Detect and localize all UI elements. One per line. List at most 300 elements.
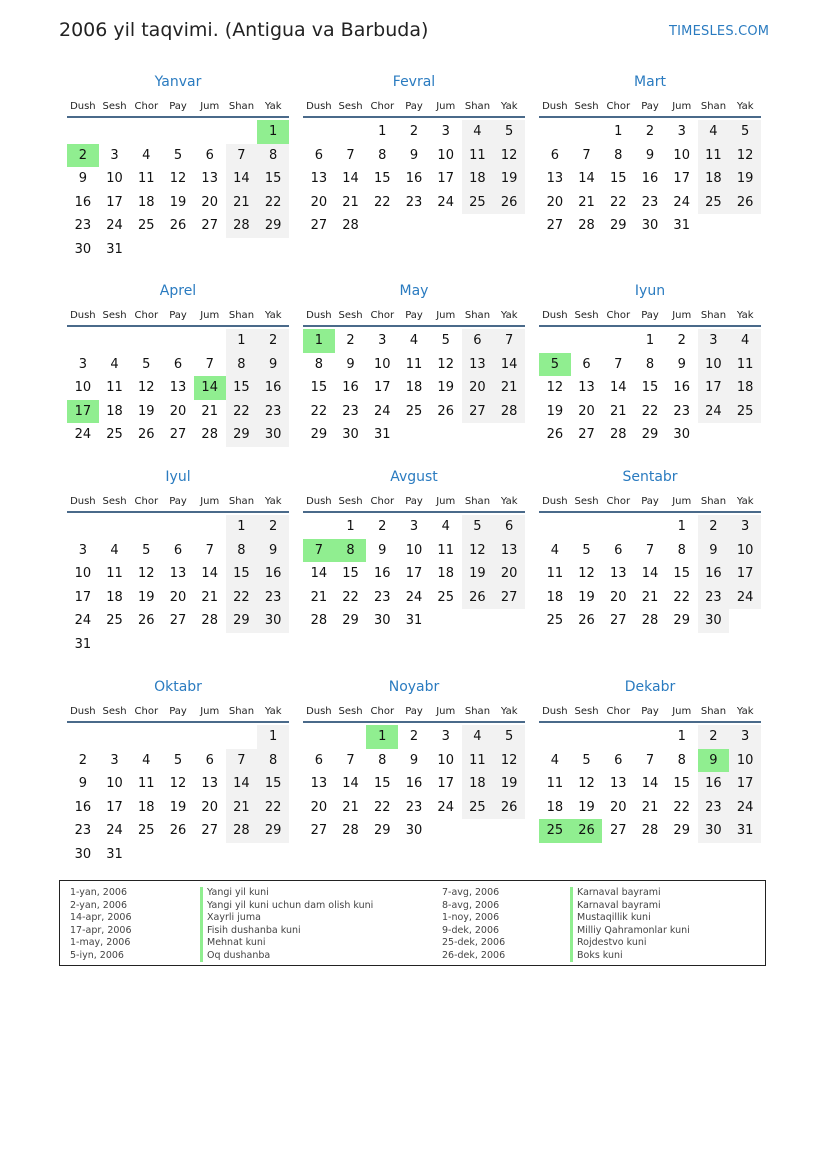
- day-cell[interactable]: 23: [257, 400, 289, 424]
- day-cell[interactable]: 5: [582, 542, 591, 558]
- day-cell[interactable]: 18: [729, 376, 761, 400]
- day-cell[interactable]: 15: [342, 566, 359, 582]
- day-cell[interactable]: 20: [169, 403, 187, 419]
- day-cell[interactable]: 29: [310, 427, 328, 443]
- brand-link[interactable]: TIMESLES.COM: [669, 24, 770, 39]
- day-cell[interactable]: 12: [437, 356, 454, 372]
- day-cell[interactable]: 21: [641, 799, 659, 815]
- day-cell[interactable]: 1: [226, 515, 258, 539]
- day-cell[interactable]: 23: [405, 194, 423, 210]
- day-cell[interactable]: 12: [578, 566, 595, 582]
- day-cell[interactable]: 23: [342, 403, 359, 419]
- day-cell[interactable]: 13: [201, 171, 218, 187]
- day-cell[interactable]: 6: [314, 147, 323, 163]
- day-cell[interactable]: 18: [546, 799, 564, 815]
- day-cell[interactable]: 13: [201, 776, 218, 792]
- day-cell[interactable]: 17: [74, 589, 92, 605]
- day-cell[interactable]: 31: [729, 819, 761, 843]
- day-cell[interactable]: 5: [493, 120, 525, 144]
- day-cell[interactable]: 19: [578, 589, 595, 605]
- day-cell[interactable]: 28: [493, 400, 525, 424]
- day-cell[interactable]: 24: [74, 613, 92, 629]
- day-cell[interactable]: 9: [346, 356, 355, 372]
- day-cell[interactable]: 4: [698, 120, 730, 144]
- day-cell[interactable]: 18: [462, 772, 494, 796]
- day-cell[interactable]: 29: [673, 823, 690, 839]
- day-cell[interactable]: 6: [173, 356, 183, 372]
- day-cell[interactable]: 9: [78, 776, 87, 792]
- day-cell[interactable]: 19: [437, 380, 454, 396]
- day-cell[interactable]: 25: [462, 191, 494, 215]
- day-cell[interactable]: 2: [645, 124, 655, 139]
- day-cell[interactable]: 30: [374, 613, 391, 629]
- day-cell[interactable]: 25: [462, 796, 494, 820]
- day-cell[interactable]: 8: [226, 353, 258, 377]
- day-cell[interactable]: 4: [142, 752, 151, 768]
- day-cell[interactable]: 5: [441, 333, 450, 348]
- day-cell[interactable]: 31: [74, 636, 92, 652]
- day-cell[interactable]: 26: [493, 796, 525, 820]
- day-cell[interactable]: 22: [673, 589, 690, 605]
- day-cell[interactable]: 8: [257, 144, 289, 168]
- day-cell[interactable]: 15: [257, 772, 289, 796]
- day-cell[interactable]: 26: [462, 586, 494, 610]
- day-cell[interactable]: 4: [729, 329, 761, 353]
- day-cell[interactable]: 18: [462, 167, 494, 191]
- day-cell[interactable]: 12: [138, 566, 155, 582]
- day-cell[interactable]: 11: [546, 776, 564, 792]
- day-cell[interactable]: 3: [409, 519, 419, 534]
- day-cell[interactable]: 27: [546, 218, 564, 234]
- day-cell[interactable]: 15: [374, 171, 391, 187]
- day-cell[interactable]: 17: [374, 380, 391, 396]
- day-cell[interactable]: 26: [138, 427, 155, 443]
- day-cell[interactable]: 10: [698, 353, 730, 377]
- day-cell[interactable]: 13: [610, 776, 627, 792]
- day-cell[interactable]: 28: [310, 613, 328, 629]
- day-cell[interactable]: 16: [405, 171, 423, 187]
- day-cell[interactable]: 29: [342, 613, 359, 629]
- day-cell[interactable]: 16: [257, 562, 289, 586]
- day-cell[interactable]: 22: [610, 194, 627, 210]
- day-cell[interactable]: 16: [698, 562, 730, 586]
- day-cell[interactable]: 25: [138, 218, 155, 234]
- day-cell[interactable]: 10: [106, 171, 123, 187]
- day-cell[interactable]: 22: [257, 191, 289, 215]
- day-cell[interactable]: 12: [169, 171, 187, 187]
- day-cell[interactable]: 22: [226, 586, 258, 610]
- day-cell[interactable]: 12: [493, 144, 525, 168]
- day-cell[interactable]: 7: [493, 329, 525, 353]
- day-cell[interactable]: 21: [342, 194, 359, 210]
- day-cell[interactable]: 2: [698, 725, 730, 749]
- day-cell[interactable]: 26: [169, 823, 187, 839]
- day-cell[interactable]: 29: [374, 823, 391, 839]
- day-cell[interactable]: 17: [698, 376, 730, 400]
- day-cell[interactable]: 18: [405, 380, 423, 396]
- day-cell[interactable]: 8: [677, 542, 686, 558]
- day-cell[interactable]: 30: [673, 427, 690, 443]
- day-cell[interactable]: 28: [226, 214, 258, 238]
- day-cell[interactable]: 20: [610, 589, 627, 605]
- day-cell[interactable]: 24: [405, 589, 423, 605]
- day-cell[interactable]: 20: [610, 799, 627, 815]
- day-cell[interactable]: 27: [169, 613, 187, 629]
- day-cell[interactable]: 11: [138, 171, 155, 187]
- day-cell[interactable]: 12: [169, 776, 187, 792]
- day-cell[interactable]: 19: [546, 403, 564, 419]
- day-cell[interactable]: 20: [546, 194, 564, 210]
- day-cell[interactable]: 30: [74, 241, 92, 257]
- day-cell[interactable]: 18: [546, 589, 564, 605]
- day-cell[interactable]: 14: [201, 566, 218, 582]
- day-cell[interactable]: 20: [462, 376, 494, 400]
- day-cell[interactable]: 17: [437, 776, 454, 792]
- day-cell[interactable]: 25: [437, 589, 454, 605]
- day-cell[interactable]: 19: [493, 772, 525, 796]
- day-cell[interactable]: 14: [342, 171, 359, 187]
- day-cell[interactable]: 3: [441, 729, 450, 744]
- day-cell[interactable]: 29: [673, 613, 690, 629]
- day-cell[interactable]: 12: [546, 380, 564, 396]
- day-cell[interactable]: 14: [641, 776, 659, 792]
- holiday-day-cell[interactable]: 1: [303, 329, 335, 353]
- day-cell[interactable]: 8: [378, 752, 387, 768]
- day-cell[interactable]: 24: [729, 586, 761, 610]
- day-cell[interactable]: 10: [437, 752, 454, 768]
- day-cell[interactable]: 21: [201, 589, 218, 605]
- day-cell[interactable]: 4: [409, 333, 419, 348]
- day-cell[interactable]: 13: [310, 776, 328, 792]
- day-cell[interactable]: 16: [641, 171, 659, 187]
- day-cell[interactable]: 15: [257, 167, 289, 191]
- day-cell[interactable]: 11: [462, 144, 494, 168]
- day-cell[interactable]: 26: [578, 613, 595, 629]
- day-cell[interactable]: 28: [610, 427, 627, 443]
- day-cell[interactable]: 14: [641, 566, 659, 582]
- day-cell[interactable]: 28: [201, 427, 218, 443]
- day-cell[interactable]: 23: [698, 586, 730, 610]
- day-cell[interactable]: 24: [729, 796, 761, 820]
- day-cell[interactable]: 9: [257, 353, 289, 377]
- holiday-day-cell[interactable]: 2: [67, 144, 99, 168]
- day-cell[interactable]: 10: [405, 542, 423, 558]
- day-cell[interactable]: 5: [462, 515, 494, 539]
- day-cell[interactable]: 13: [610, 566, 627, 582]
- day-cell[interactable]: 21: [641, 589, 659, 605]
- day-cell[interactable]: 31: [106, 846, 123, 862]
- day-cell[interactable]: 18: [698, 167, 730, 191]
- day-cell[interactable]: 25: [106, 427, 123, 443]
- day-cell[interactable]: 24: [374, 403, 391, 419]
- day-cell[interactable]: 21: [493, 376, 525, 400]
- day-cell[interactable]: 7: [582, 147, 591, 163]
- day-cell[interactable]: 22: [257, 796, 289, 820]
- day-cell[interactable]: 14: [226, 167, 258, 191]
- day-cell[interactable]: 21: [226, 191, 258, 215]
- day-cell[interactable]: 25: [138, 823, 155, 839]
- day-cell[interactable]: 27: [493, 586, 525, 610]
- day-cell[interactable]: 8: [257, 749, 289, 773]
- day-cell[interactable]: 19: [729, 167, 761, 191]
- day-cell[interactable]: 14: [310, 566, 328, 582]
- day-cell[interactable]: 3: [110, 147, 119, 163]
- day-cell[interactable]: 28: [342, 218, 359, 234]
- day-cell[interactable]: 20: [310, 194, 328, 210]
- day-cell[interactable]: 17: [405, 566, 423, 582]
- day-cell[interactable]: 15: [641, 380, 659, 396]
- holiday-day-cell[interactable]: 1: [257, 120, 289, 144]
- day-cell[interactable]: 9: [409, 752, 419, 768]
- day-cell[interactable]: 11: [106, 566, 123, 582]
- day-cell[interactable]: 27: [169, 427, 187, 443]
- day-cell[interactable]: 8: [314, 356, 323, 372]
- day-cell[interactable]: 4: [441, 519, 450, 534]
- day-cell[interactable]: 9: [645, 147, 655, 163]
- day-cell[interactable]: 12: [578, 776, 595, 792]
- day-cell[interactable]: 3: [378, 333, 387, 348]
- day-cell[interactable]: 15: [310, 380, 328, 396]
- day-cell[interactable]: 16: [257, 376, 289, 400]
- day-cell[interactable]: 2: [409, 124, 419, 139]
- holiday-day-cell[interactable]: 26: [571, 819, 603, 843]
- day-cell[interactable]: 28: [342, 823, 359, 839]
- day-cell[interactable]: 10: [729, 749, 761, 773]
- day-cell[interactable]: 24: [698, 400, 730, 424]
- day-cell[interactable]: 26: [138, 613, 155, 629]
- day-cell[interactable]: 5: [729, 120, 761, 144]
- day-cell[interactable]: 26: [169, 218, 187, 234]
- day-cell[interactable]: 4: [550, 542, 559, 558]
- day-cell[interactable]: 7: [226, 749, 258, 773]
- day-cell[interactable]: 8: [378, 147, 387, 163]
- day-cell[interactable]: 23: [374, 589, 391, 605]
- day-cell[interactable]: 1: [226, 329, 258, 353]
- day-cell[interactable]: 1: [346, 519, 355, 534]
- day-cell[interactable]: 6: [614, 542, 623, 558]
- day-cell[interactable]: 27: [201, 823, 218, 839]
- day-cell[interactable]: 9: [409, 147, 419, 163]
- day-cell[interactable]: 2: [257, 329, 289, 353]
- day-cell[interactable]: 11: [405, 356, 423, 372]
- day-cell[interactable]: 25: [698, 191, 730, 215]
- day-cell[interactable]: 19: [169, 799, 187, 815]
- day-cell[interactable]: 24: [673, 194, 690, 210]
- day-cell[interactable]: 3: [110, 752, 119, 768]
- day-cell[interactable]: 1: [677, 519, 686, 534]
- day-cell[interactable]: 12: [462, 539, 494, 563]
- day-cell[interactable]: 29: [610, 218, 627, 234]
- day-cell[interactable]: 31: [374, 427, 391, 443]
- day-cell[interactable]: 20: [578, 403, 595, 419]
- holiday-day-cell[interactable]: 8: [335, 539, 367, 563]
- day-cell[interactable]: 26: [493, 191, 525, 215]
- day-cell[interactable]: 16: [342, 380, 359, 396]
- day-cell[interactable]: 18: [106, 403, 123, 419]
- day-cell[interactable]: 6: [314, 752, 323, 768]
- day-cell[interactable]: 15: [226, 376, 258, 400]
- day-cell[interactable]: 20: [201, 194, 218, 210]
- day-cell[interactable]: 13: [578, 380, 595, 396]
- day-cell[interactable]: 3: [729, 725, 761, 749]
- day-cell[interactable]: 5: [173, 147, 183, 163]
- day-cell[interactable]: 11: [437, 542, 454, 558]
- day-cell[interactable]: 26: [729, 191, 761, 215]
- day-cell[interactable]: 29: [641, 427, 659, 443]
- day-cell[interactable]: 13: [546, 171, 564, 187]
- day-cell[interactable]: 16: [698, 772, 730, 796]
- day-cell[interactable]: 15: [673, 566, 690, 582]
- day-cell[interactable]: 4: [462, 120, 494, 144]
- day-cell[interactable]: 26: [437, 403, 454, 419]
- day-cell[interactable]: 27: [310, 823, 328, 839]
- day-cell[interactable]: 8: [226, 539, 258, 563]
- day-cell[interactable]: 30: [698, 819, 730, 843]
- holiday-day-cell[interactable]: 25: [539, 819, 571, 843]
- day-cell[interactable]: 18: [138, 799, 155, 815]
- day-cell[interactable]: 9: [698, 539, 730, 563]
- day-cell[interactable]: 1: [677, 729, 686, 744]
- day-cell[interactable]: 31: [405, 613, 423, 629]
- day-cell[interactable]: 17: [673, 171, 690, 187]
- day-cell[interactable]: 19: [138, 589, 155, 605]
- day-cell[interactable]: 1: [257, 725, 289, 749]
- day-cell[interactable]: 19: [138, 403, 155, 419]
- day-cell[interactable]: 27: [610, 613, 627, 629]
- day-cell[interactable]: 23: [405, 799, 423, 815]
- day-cell[interactable]: 29: [257, 819, 289, 843]
- day-cell[interactable]: 16: [74, 799, 92, 815]
- day-cell[interactable]: 1: [378, 124, 387, 139]
- day-cell[interactable]: 20: [493, 562, 525, 586]
- day-cell[interactable]: 27: [201, 218, 218, 234]
- day-cell[interactable]: 22: [342, 589, 359, 605]
- day-cell[interactable]: 16: [374, 566, 391, 582]
- day-cell[interactable]: 6: [550, 147, 559, 163]
- day-cell[interactable]: 30: [257, 423, 289, 447]
- day-cell[interactable]: 16: [74, 194, 92, 210]
- day-cell[interactable]: 9: [677, 356, 686, 372]
- day-cell[interactable]: 24: [74, 427, 92, 443]
- day-cell[interactable]: 30: [405, 823, 423, 839]
- day-cell[interactable]: 12: [729, 144, 761, 168]
- day-cell[interactable]: 13: [169, 380, 187, 396]
- day-cell[interactable]: 27: [310, 218, 328, 234]
- day-cell[interactable]: 2: [346, 333, 355, 348]
- day-cell[interactable]: 28: [201, 613, 218, 629]
- day-cell[interactable]: 15: [673, 776, 690, 792]
- day-cell[interactable]: 18: [106, 589, 123, 605]
- day-cell[interactable]: 6: [205, 752, 214, 768]
- day-cell[interactable]: 27: [610, 823, 627, 839]
- day-cell[interactable]: 29: [226, 423, 258, 447]
- day-cell[interactable]: 28: [641, 823, 659, 839]
- day-cell[interactable]: 21: [342, 799, 359, 815]
- day-cell[interactable]: 7: [205, 542, 214, 558]
- day-cell[interactable]: 30: [342, 427, 359, 443]
- day-cell[interactable]: 3: [78, 542, 87, 558]
- day-cell[interactable]: 21: [201, 403, 218, 419]
- day-cell[interactable]: 14: [610, 380, 627, 396]
- day-cell[interactable]: 5: [582, 752, 591, 768]
- day-cell[interactable]: 23: [673, 403, 690, 419]
- day-cell[interactable]: 8: [645, 356, 655, 372]
- day-cell[interactable]: 31: [106, 241, 123, 257]
- day-cell[interactable]: 4: [110, 356, 119, 372]
- day-cell[interactable]: 21: [226, 796, 258, 820]
- day-cell[interactable]: 2: [78, 752, 87, 768]
- day-cell[interactable]: 21: [310, 589, 328, 605]
- day-cell[interactable]: 30: [74, 846, 92, 862]
- day-cell[interactable]: 3: [441, 124, 450, 139]
- day-cell[interactable]: 10: [106, 776, 123, 792]
- day-cell[interactable]: 10: [729, 539, 761, 563]
- day-cell[interactable]: 5: [142, 356, 151, 372]
- day-cell[interactable]: 19: [462, 562, 494, 586]
- day-cell[interactable]: 14: [493, 353, 525, 377]
- day-cell[interactable]: 3: [698, 329, 730, 353]
- day-cell[interactable]: 11: [138, 776, 155, 792]
- day-cell[interactable]: 18: [138, 194, 155, 210]
- day-cell[interactable]: 13: [462, 353, 494, 377]
- day-cell[interactable]: 9: [257, 539, 289, 563]
- day-cell[interactable]: 20: [169, 589, 187, 605]
- day-cell[interactable]: 6: [462, 329, 494, 353]
- day-cell[interactable]: 23: [257, 586, 289, 610]
- day-cell[interactable]: 8: [614, 147, 623, 163]
- day-cell[interactable]: 24: [106, 218, 123, 234]
- day-cell[interactable]: 1: [614, 124, 623, 139]
- day-cell[interactable]: 10: [374, 356, 391, 372]
- day-cell[interactable]: 24: [437, 194, 454, 210]
- day-cell[interactable]: 28: [641, 613, 659, 629]
- day-cell[interactable]: 10: [74, 380, 92, 396]
- day-cell[interactable]: 11: [729, 353, 761, 377]
- day-cell[interactable]: 4: [550, 752, 559, 768]
- day-cell[interactable]: 3: [729, 515, 761, 539]
- day-cell[interactable]: 22: [310, 403, 328, 419]
- day-cell[interactable]: 25: [405, 403, 423, 419]
- day-cell[interactable]: 25: [546, 613, 564, 629]
- day-cell[interactable]: 23: [641, 194, 659, 210]
- day-cell[interactable]: 26: [546, 427, 564, 443]
- day-cell[interactable]: 22: [374, 194, 391, 210]
- day-cell[interactable]: 29: [226, 609, 258, 633]
- day-cell[interactable]: 4: [110, 542, 119, 558]
- day-cell[interactable]: 16: [405, 776, 423, 792]
- day-cell[interactable]: 30: [641, 218, 659, 234]
- day-cell[interactable]: 25: [106, 613, 123, 629]
- day-cell[interactable]: 30: [257, 609, 289, 633]
- holiday-day-cell[interactable]: 5: [539, 353, 571, 377]
- day-cell[interactable]: 4: [142, 147, 151, 163]
- day-cell[interactable]: 31: [673, 218, 690, 234]
- day-cell[interactable]: 10: [673, 147, 690, 163]
- day-cell[interactable]: 11: [546, 566, 564, 582]
- day-cell[interactable]: 5: [142, 542, 151, 558]
- day-cell[interactable]: 2: [677, 333, 686, 348]
- day-cell[interactable]: 22: [673, 799, 690, 815]
- day-cell[interactable]: 10: [74, 566, 92, 582]
- day-cell[interactable]: 7: [205, 356, 214, 372]
- day-cell[interactable]: 15: [374, 776, 391, 792]
- day-cell[interactable]: 23: [74, 823, 92, 839]
- day-cell[interactable]: 21: [578, 194, 595, 210]
- day-cell[interactable]: 7: [346, 147, 355, 163]
- day-cell[interactable]: 6: [614, 752, 623, 768]
- day-cell[interactable]: 11: [698, 144, 730, 168]
- day-cell[interactable]: 17: [106, 799, 123, 815]
